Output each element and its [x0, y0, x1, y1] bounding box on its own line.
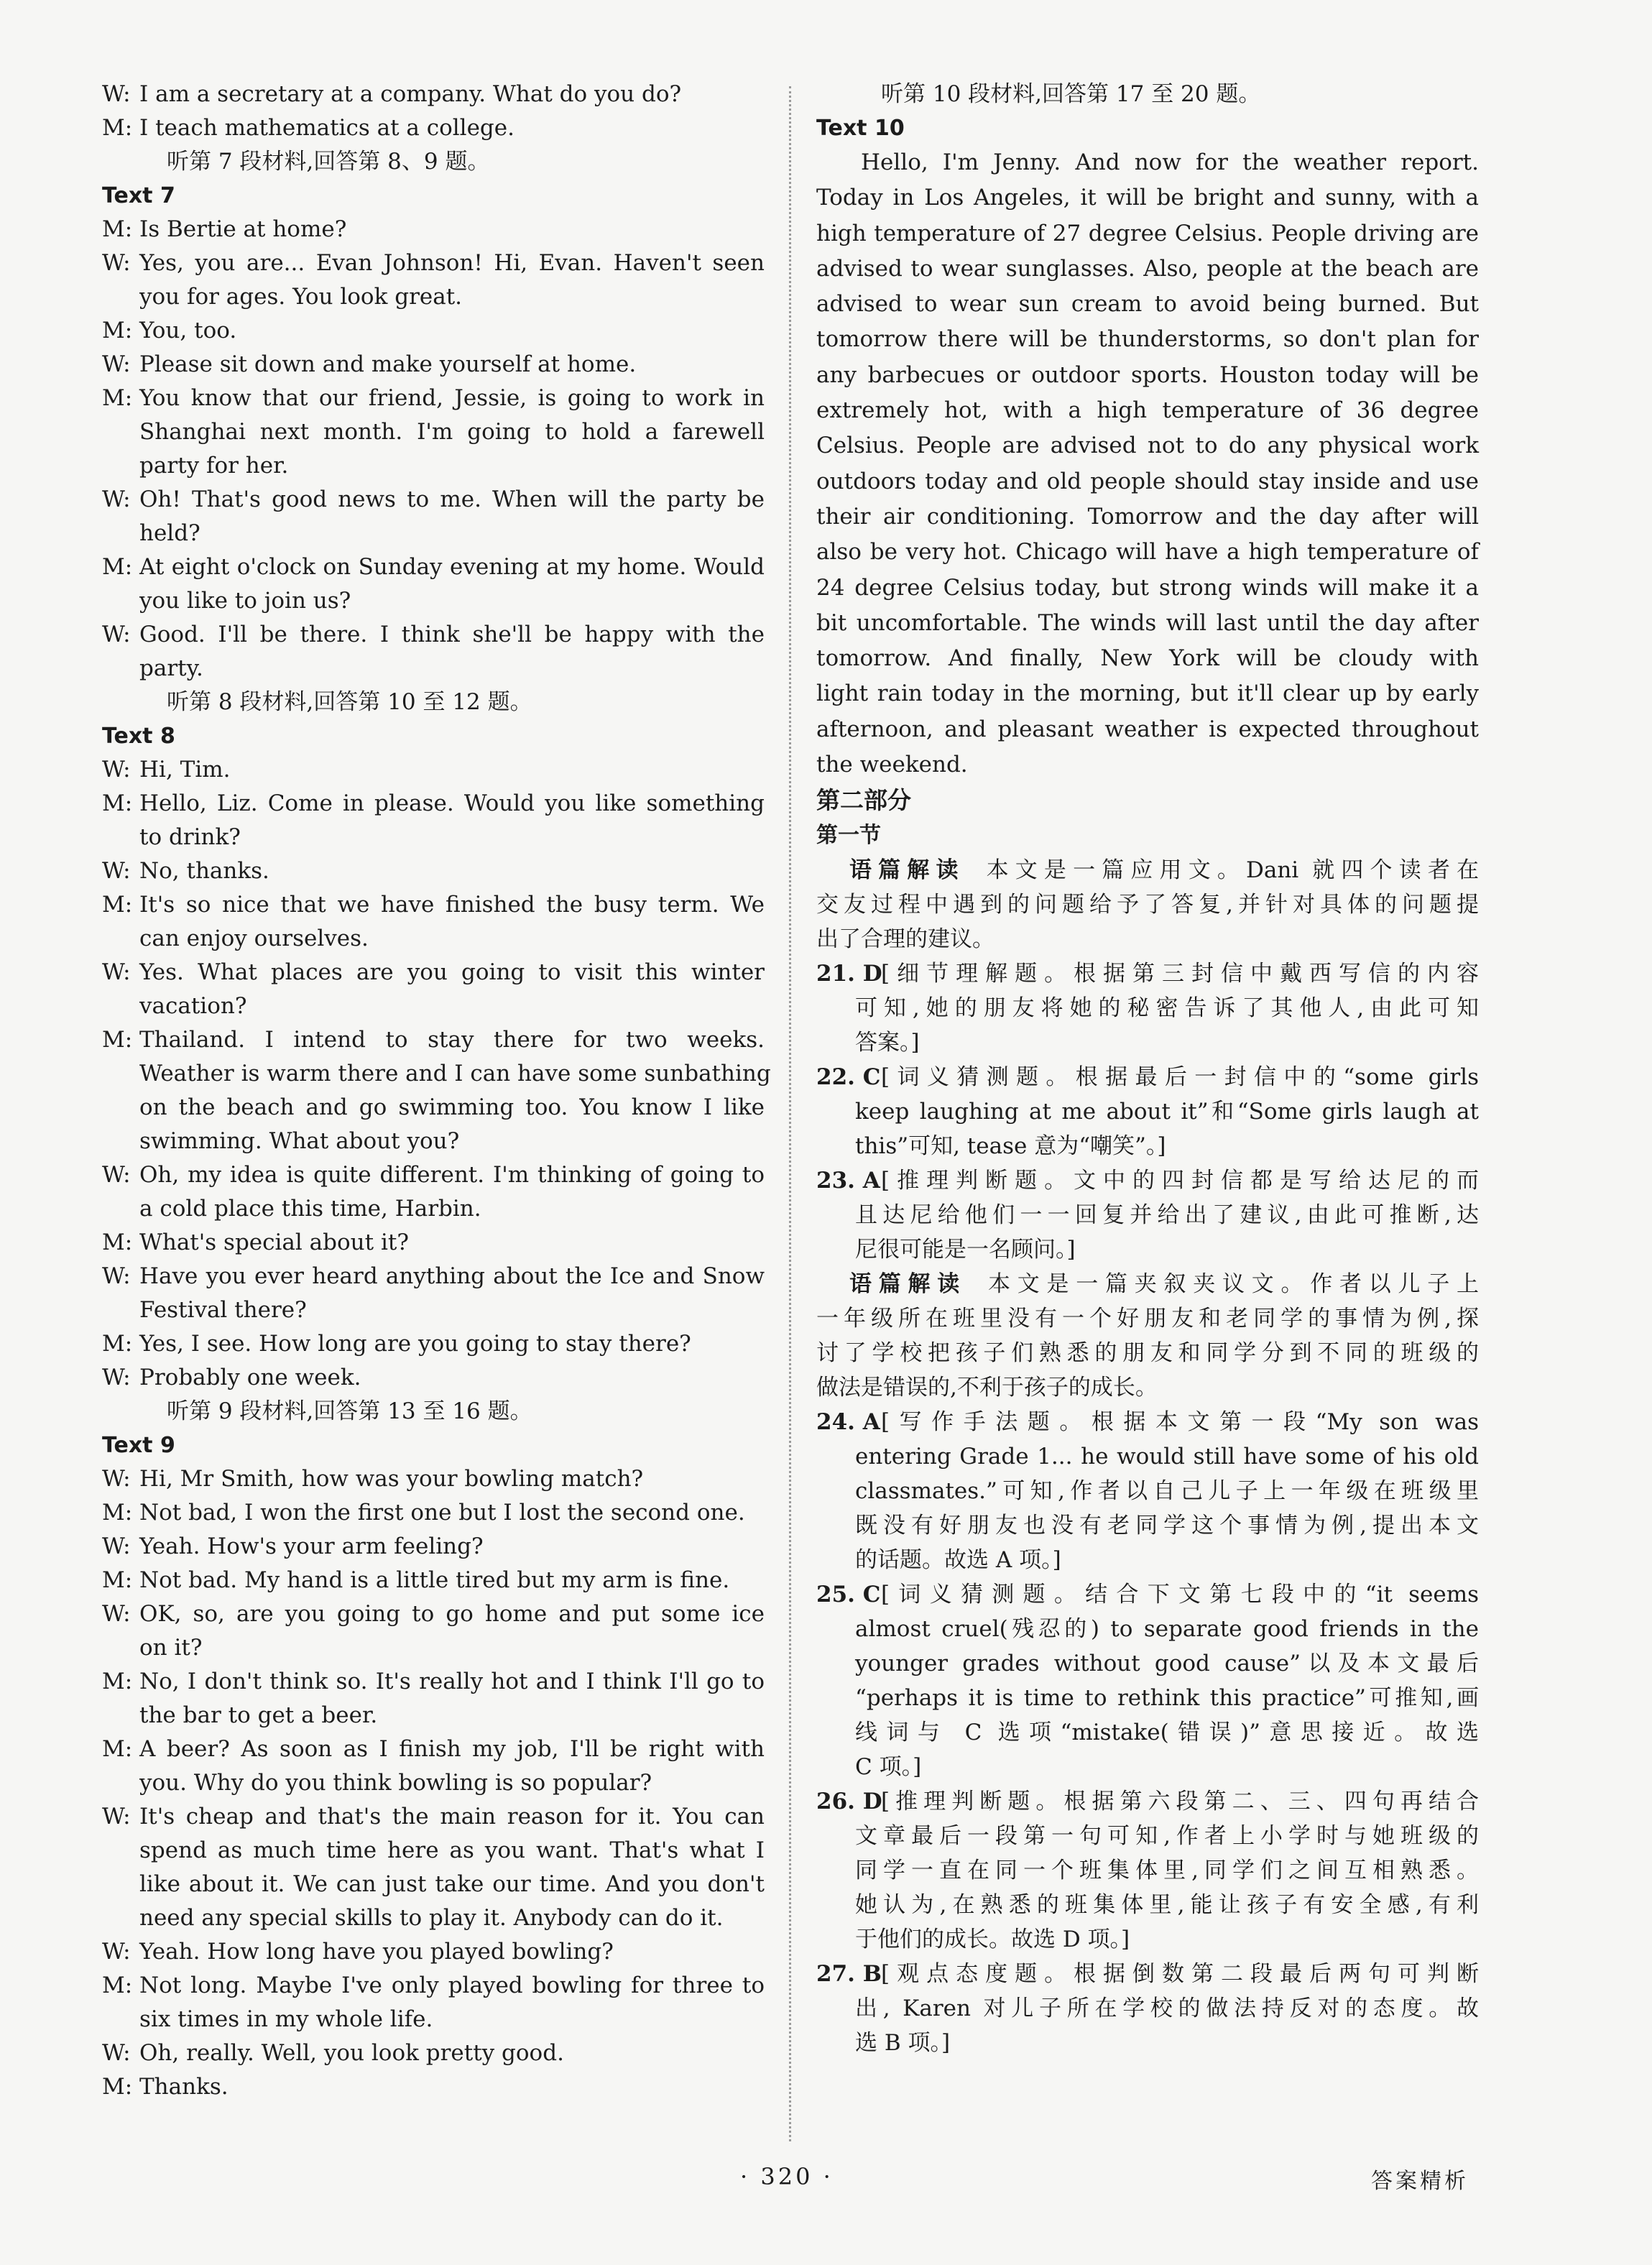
dialogue-continuation: on it? — [139, 1635, 203, 1661]
dialogue-continuation: party for her. — [139, 453, 289, 479]
dialogue-text: You know that our friend, Jessie, is going to work in — [139, 385, 765, 411]
dialogue-text: What's special about it? — [139, 1230, 409, 1255]
dialogue-text: A beer? As soon as I finish my job, I'll be right with — [139, 1736, 765, 1762]
dialogue-text: Thailand. I intend to stay there for two weeks. — [139, 1027, 765, 1053]
subsection-heading: 第一节 — [816, 823, 881, 849]
dialogue-text: I teach mathematics at a college. — [139, 115, 514, 141]
dialogue-text: You, too. — [139, 318, 237, 343]
passage-line: Today in Los Angeles, it will be bright and sunny, with a — [816, 185, 1479, 211]
dialogue-text: Probably one week. — [139, 1365, 361, 1390]
passage-line: advised to wear sun cream to avoid being burned. But — [816, 291, 1479, 318]
dialogue-line — [102, 1733, 765, 1766]
dialogue-continuation: Festival there? — [139, 1297, 307, 1323]
speaker-label: W: — [102, 1365, 131, 1390]
speaker-label: W: — [102, 351, 131, 377]
answer-explanation-cont: C 项。] — [855, 1754, 922, 1781]
passage-line: any barbecues or outdoor sports. Houston today will be — [816, 361, 1479, 388]
dialogue-line — [102, 2070, 765, 2104]
answer-item — [816, 956, 1479, 991]
dialogue-text: Yes, you are... Evan Johnson! Hi, Evan. Haven't seen — [139, 250, 765, 276]
answer-explanation-cont: 选 B 项。] — [855, 2030, 951, 2057]
passage-line: tomorrow. And finally, New York will be cloudy with — [816, 645, 1479, 672]
speaker-label: M: — [102, 1230, 133, 1255]
answer-explanation: [写作手法题。根据本文第一段“My son was — [881, 1409, 1479, 1436]
dialogue-line — [102, 483, 765, 517]
dialogue-line — [102, 787, 765, 821]
passage-line: bit uncomfortable. The winds will last until the day after — [816, 609, 1479, 636]
analysis-text: 本文是一篇应用文。Dani 就四个读者在 — [986, 857, 1480, 884]
dialogue-text: Is Bertie at home? — [139, 216, 347, 242]
text-heading: Text 9 — [102, 1433, 175, 1458]
dialogue-text: Thanks. — [139, 2074, 229, 2100]
speaker-label: M: — [102, 1567, 133, 1593]
answer-item — [816, 1405, 1479, 1439]
dialogue-line — [102, 1800, 765, 1834]
dialogue-line — [102, 246, 765, 280]
passage-line: Celsius. People are advised not to do any physical work — [816, 433, 1479, 459]
dialogue-continuation: you like to join us? — [139, 588, 351, 614]
analysis-line — [816, 1267, 1479, 1301]
speaker-label: W: — [102, 858, 131, 884]
speaker-label: M: — [102, 1669, 133, 1694]
answers-group-2 — [816, 1405, 1479, 2060]
text-heading: Text 7 — [102, 183, 175, 208]
passage-line: high temperature of 27 degree Celsius. People driving are — [816, 220, 1479, 246]
answer-explanation-cont: 且达尼给他们一一回复并给出了建议,由此可推断,达 — [855, 1202, 1479, 1229]
column-divider — [789, 86, 791, 2141]
speaker-label: M: — [102, 1027, 133, 1053]
dialogue-line — [102, 888, 765, 922]
dialogue-continuation: held? — [139, 520, 200, 546]
answer-number: 22. C — [816, 1064, 881, 1091]
dialogue-line — [102, 1665, 765, 1699]
dialogue-text: Not bad. My hand is a little tired but my arm is fine. — [139, 1567, 730, 1593]
dialogue-text: No, I don't think so. It's really hot and I think I'll go to — [139, 1669, 765, 1694]
answer-explanation: [词义猜测题。根据最后一封信中的“some girls — [881, 1064, 1479, 1091]
dialogue-line — [102, 314, 765, 348]
speaker-label: W: — [102, 1601, 131, 1627]
dialogue-line — [102, 1969, 765, 2003]
text-heading: Text 8 — [102, 724, 175, 749]
dialogue-continuation: spend as much time here as you want. That's what I — [139, 1837, 765, 1863]
passage-line: 24 degree Celsius today, but strong winds will make it a — [816, 574, 1479, 601]
answer-number: 26. D — [816, 1789, 882, 1815]
dialogue-text: OK, so, are you going to go home and put some ice — [139, 1601, 765, 1627]
answer-explanation-cont: 答案。] — [855, 1030, 920, 1056]
page-footer — [0, 2163, 1652, 2206]
analysis-line: 交友过程中遇到的问题给予了答复,并针对具体的问题提 — [816, 892, 1479, 918]
answer-explanation-cont: 于他们的成长。故选 D 项。] — [855, 1927, 1130, 1953]
dialogue-line — [102, 78, 765, 111]
dialogue-line — [102, 348, 765, 382]
dialogue-text: Oh, really. Well, you look pretty good. — [139, 2040, 564, 2066]
speaker-label: W: — [102, 1939, 131, 1965]
speaker-label: W: — [102, 1466, 131, 1492]
dialogue-line — [102, 1327, 765, 1361]
speaker-label: W: — [102, 81, 131, 107]
answer-explanation: [观点态度题。根据倒数第二段最后两句可判断 — [881, 1961, 1479, 1988]
section-instruction: 听第 8 段材料,回答第 10 至 12 题。 — [167, 689, 532, 715]
answer-number: 27. B — [816, 1961, 882, 1988]
dialogue-text: Yes. What places are you going to visit this winter — [139, 959, 765, 985]
analysis-line: 做法是错误的,不利于孩子的成长。 — [816, 1375, 1158, 1401]
dialogue-line — [102, 753, 765, 787]
answer-explanation-cont: 线词与 C 选项“mistake(错误)”意思接近。故选 — [855, 1720, 1479, 1746]
answer-explanation-cont: “perhaps it is time to rethink this practice”可推知,画 — [855, 1685, 1479, 1712]
dialogue-line — [102, 956, 765, 990]
analysis-line — [816, 853, 1479, 887]
dialogue-text: Oh, my idea is quite different. I'm thinking of going to — [139, 1162, 765, 1188]
analysis-text: 本文是一篇夹叙夹议文。作者以儿子上 — [988, 1271, 1479, 1298]
dialogue-continuation: the bar to get a beer. — [139, 1702, 378, 1728]
dialogue-continuation: party. — [139, 655, 203, 681]
dialogue-text: Hello, Liz. Come in please. Would you like something — [139, 790, 765, 816]
dialogue-line — [102, 1462, 765, 1496]
dialogue-text: At eight o'clock on Sunday evening at my home. Would — [139, 554, 765, 580]
answer-item — [816, 1163, 1479, 1198]
text-heading: Text 10 — [816, 116, 905, 141]
speaker-label: M: — [102, 1736, 133, 1762]
dialogue-continuation: like about it. We can just take our time. And you don't — [139, 1871, 765, 1897]
dialogue-line — [102, 1564, 765, 1597]
dialogue-line — [102, 618, 765, 652]
answer-number: 23. A — [816, 1168, 880, 1194]
dialogue-line — [102, 1260, 765, 1293]
passage-line: extremely hot, with a high temperature of 36 degree — [816, 397, 1479, 424]
dialogue-text: Oh! That's good news to me. When will the party be — [139, 486, 765, 512]
answers-group-1 — [816, 956, 1479, 1267]
dialogue-line — [102, 1496, 765, 1530]
passage-line: afternoon, and pleasant weather is expected throughout — [816, 716, 1479, 742]
speaker-label: M: — [102, 1500, 133, 1526]
dialogue-text: It's cheap and that's the main reason for it. You can — [139, 1804, 765, 1830]
answer-explanation-cont: 出, Karen 对儿子所在学校的做法持反对的态度。故 — [855, 1996, 1479, 2022]
dialogue-continuation: on the beach and go swimming too. You know I like — [139, 1094, 765, 1120]
answer-item — [816, 1060, 1479, 1094]
speaker-label: M: — [102, 385, 133, 411]
answer-explanation: [推理判断题。根据第六段第二、三、四句再结合 — [881, 1789, 1479, 1815]
answer-number: 21. D — [816, 961, 882, 987]
speaker-label: W: — [102, 959, 131, 985]
section-instruction: 听第 7 段材料,回答第 8、9 题。 — [167, 149, 490, 175]
passage-line: Hello, I'm Jenny. And now for the weather report. — [861, 149, 1479, 175]
speaker-label: M: — [102, 554, 133, 580]
dialogue-continuation: Weather is warm there and I can have some sunbathing — [139, 1061, 771, 1087]
text10-passage — [816, 145, 1479, 783]
dialogue-text: Yeah. How long have you played bowling? — [139, 1939, 614, 1965]
dialogue-continuation: need any special skills to play it. Anybody can do it. — [139, 1905, 724, 1931]
dialogue-text: Not bad, I won the first one but I lost the second one. — [139, 1500, 745, 1526]
dialogue-continuation: a cold place this time, Harbin. — [139, 1196, 481, 1222]
dialogue-text: Hi, Tim. — [139, 757, 231, 783]
dialogue-line — [102, 1935, 765, 1969]
dialogue-text: Good. I'll be there. I think she'll be happy with the — [139, 622, 765, 647]
part-heading: 第二部分 — [816, 786, 911, 815]
analysis-label: 语篇解读 — [849, 1271, 966, 1298]
answer-explanation-cont: 同学一直在同一个班集体里,同学们之间互相熟悉。 — [855, 1858, 1479, 1884]
dialogue-continuation: can enjoy ourselves. — [139, 926, 369, 951]
dialogue-line — [102, 1023, 765, 1057]
dialogue-continuation: you. Why do you think bowling is so popular? — [139, 1770, 652, 1796]
answer-explanation-cont: 尼很可能是一名顾问。] — [855, 1237, 1076, 1263]
dialogue-continuation: to drink? — [139, 824, 241, 850]
dialogue-text: Please sit down and make yourself at home. — [139, 351, 637, 377]
answer-number: 24. A — [816, 1409, 880, 1436]
answer-explanation-cont: 既没有好朋友也没有老同学这个事情为例,提出本文 — [855, 1513, 1479, 1539]
passage-line: also be very hot. Chicago will have a high temperature of — [816, 539, 1479, 566]
speaker-label: W: — [102, 1263, 131, 1289]
dialogue-line — [102, 213, 765, 246]
speaker-label: M: — [102, 115, 133, 141]
dialogue-line — [102, 1530, 765, 1564]
dialogue-text: Hi, Mr Smith, how was your bowling match? — [139, 1466, 644, 1492]
answer-number: 25. C — [816, 1582, 881, 1608]
dialogue-line — [102, 1158, 765, 1192]
answer-explanation-cont: keep laughing at me about it”和“Some girls laugh at — [855, 1099, 1479, 1125]
speaker-label: M: — [102, 1331, 133, 1357]
dialogue-text: Yes, I see. How long are you going to stay there? — [139, 1331, 691, 1357]
dialogue-line — [102, 854, 765, 888]
dialogue-text: No, thanks. — [139, 858, 269, 884]
answer-explanation-cont: 的话题。故选 A 项。] — [855, 1547, 1061, 1574]
speaker-label: W: — [102, 2040, 131, 2066]
passage-line: the weekend. — [816, 752, 968, 778]
right-column — [816, 78, 1479, 2060]
answer-explanation: [细节理解题。根据第三封信中戴西写信的内容 — [881, 961, 1479, 987]
dialogue-continuation: you for ages. You look great. — [139, 284, 463, 310]
passage-line: tomorrow there will be thunderstorms, so don't plan for — [816, 326, 1479, 353]
passage-analysis-1 — [816, 853, 1479, 956]
dialogue-line — [102, 382, 765, 415]
speaker-label: M: — [102, 216, 133, 242]
answer-item — [816, 1577, 1479, 1612]
section-instruction: 听第 9 段材料,回答第 13 至 16 题。 — [167, 1398, 532, 1424]
analysis-line: 出了合理的建议。 — [816, 926, 995, 953]
dialogue-line — [102, 1361, 765, 1395]
answer-explanation-cont: 她认为,在熟悉的班集体里,能让孩子有安全感,有利 — [855, 1892, 1479, 1919]
dialogue-line — [102, 111, 765, 145]
dialogue-text: It's so nice that we have finished the busy term. We — [139, 892, 765, 918]
answer-item — [816, 1957, 1479, 1991]
analysis-line: 讨了学校把孩子们熟悉的朋友和同学分到不同的班级的 — [816, 1340, 1479, 1367]
footer-label: 答案精析 — [1371, 2169, 1469, 2194]
dialogue-continuation: swimming. What about you? — [139, 1128, 460, 1154]
speaker-label: W: — [102, 1533, 131, 1559]
speaker-label: W: — [102, 486, 131, 512]
dialogue-line — [102, 2036, 765, 2070]
speaker-label: M: — [102, 2074, 133, 2100]
passage-analysis-2 — [816, 1267, 1479, 1405]
dialogue-text: Yeah. How's your arm feeling? — [139, 1533, 484, 1559]
analysis-line: 一年级所在班里没有一个好朋友和老同学的事情为例,探 — [816, 1306, 1479, 1332]
answer-explanation: [推理判断题。文中的四封信都是写给达尼的而 — [881, 1168, 1479, 1194]
speaker-label: M: — [102, 1973, 133, 1998]
answer-explanation-cont: 可知,她的朋友将她的秘密告诉了其他人,由此可知 — [855, 995, 1479, 1022]
answer-explanation-cont: 文章最后一段第一句可知,作者上小学时与她班级的 — [855, 1823, 1479, 1850]
passage-line: light rain today in the morning, but it'll clear up by early — [816, 681, 1479, 707]
speaker-label: W: — [102, 250, 131, 276]
dialogue-continuation: vacation? — [139, 993, 247, 1019]
page-number: · 320 · — [740, 2163, 834, 2190]
dialogue-line — [102, 550, 765, 584]
section-instruction: 听第 10 段材料,回答第 17 至 20 题。 — [881, 81, 1261, 107]
passage-line: their air conditioning. Tomorrow and the day after will — [816, 503, 1479, 530]
speaker-label: W: — [102, 622, 131, 647]
answer-explanation-cont: younger grades without good cause”以及本文最后 — [855, 1651, 1479, 1677]
dialogue-text: Have you ever heard anything about the Ice and Snow — [139, 1263, 765, 1289]
speaker-label: M: — [102, 892, 133, 918]
answer-explanation-cont: almost cruel(残忍的) to separate good friends in the — [855, 1616, 1479, 1643]
dialogue-continuation: Shanghai next month. I'm going to hold a farewell — [139, 419, 765, 445]
dialogue-continuation: six times in my whole life. — [139, 2006, 433, 2032]
dialogue-text: I am a secretary at a company. What do you do? — [139, 81, 682, 107]
speaker-label: M: — [102, 318, 133, 343]
passage-line: advised to wear sunglasses. Also, people at the beach are — [816, 255, 1479, 282]
dialogue-line — [102, 1597, 765, 1631]
dialogue-line — [102, 1226, 765, 1260]
speaker-label: M: — [102, 790, 133, 816]
analysis-label: 语篇解读 — [849, 857, 965, 884]
answer-item — [816, 1784, 1479, 1819]
answer-explanation-cont: entering Grade 1... he would still have some of his old — [855, 1444, 1479, 1470]
speaker-label: W: — [102, 1162, 131, 1188]
passage-line: outdoors today and old people should stay inside and use — [816, 468, 1479, 494]
speaker-label: W: — [102, 757, 131, 783]
answer-explanation-cont: this”可知, tease 意为“嘲笑”。] — [855, 1133, 1166, 1160]
dialogue-text: Not long. Maybe I've only played bowling for three to — [139, 1973, 765, 1998]
answer-explanation-cont: classmates.”可知,作者以自己儿子上一年级在班级里 — [855, 1478, 1479, 1505]
speaker-label: W: — [102, 1804, 131, 1830]
answer-explanation: [词义猜测题。结合下文第七段中的“it seems — [881, 1582, 1479, 1608]
left-column — [102, 78, 771, 2104]
